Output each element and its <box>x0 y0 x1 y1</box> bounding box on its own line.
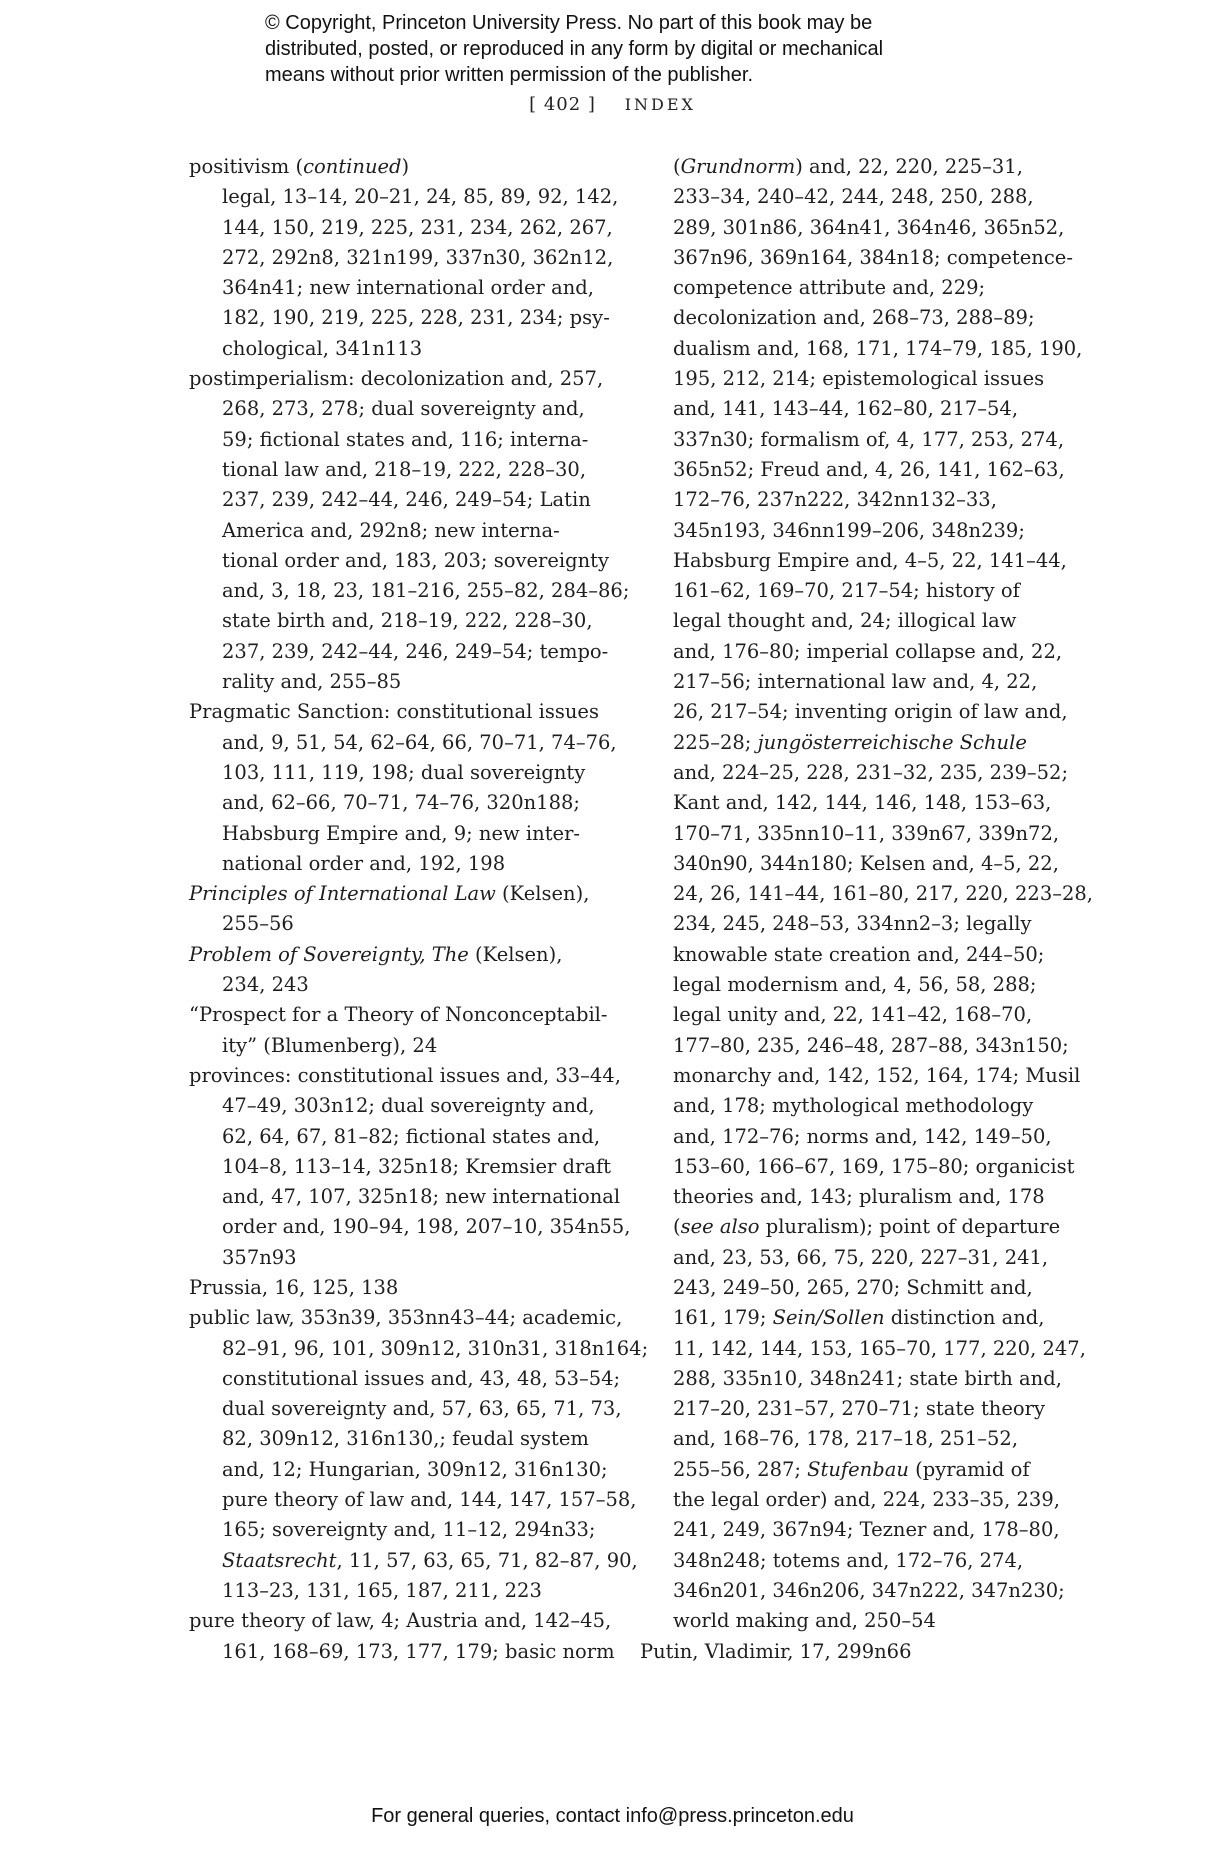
index-subline: pure theory of law and, 144, 147, 157–58, <box>222 1488 637 1512</box>
page-number: [ 402 ] <box>529 94 596 115</box>
index-subline: 345n193, 346nn199–206, 348n239; <box>673 518 1025 542</box>
index-subline: tional order and, 183, 203; sovereignty <box>222 548 610 572</box>
index-subline: (see also pluralism); point of departure <box>673 1215 1061 1239</box>
index-subline: 367n96, 369n164, 384n18; competence- <box>673 245 1073 269</box>
index-subline: 234, 245, 248–53, 334nn2–3; legally <box>673 912 1032 936</box>
index-subline: 82, 309n12, 316n130,; feudal system <box>222 1427 589 1451</box>
index-subline: 237, 239, 242–44, 246, 249–54; tempo- <box>222 639 609 663</box>
index-subline: 62, 64, 67, 81–82; fictional states and, <box>222 1124 601 1148</box>
index-subline: America and, 292n8; new interna- <box>222 518 560 542</box>
index-subline: 59; fictional states and, 116; interna- <box>222 427 589 451</box>
index-subline: knowable state creation and, 244–50; <box>673 942 1045 966</box>
index-subline: 234, 243 <box>222 973 309 997</box>
index-subline: Habsburg Empire and, 9; new inter- <box>222 821 580 845</box>
index-subline: 153–60, 166–67, 169, 175–80; organicist <box>673 1154 1075 1178</box>
index-subline: 144, 150, 219, 225, 231, 234, 262, 267, <box>222 215 613 239</box>
index-subline: (Grundnorm) and, 22, 220, 225–31, <box>673 155 1023 178</box>
index-subline: 337n30; formalism of, 4, 177, 253, 274, <box>673 427 1065 451</box>
index-subline: and, 12; Hungarian, 309n12, 316n130; <box>222 1457 608 1481</box>
index-subline: 364n41; new international order and, <box>222 276 594 300</box>
index-subline: constitutional issues and, 43, 48, 53–54; <box>222 1366 621 1390</box>
index-subline: and, 3, 18, 23, 181–216, 255–82, 284–86; <box>222 579 630 603</box>
index-subline: order and, 190–94, 198, 207–10, 354n55, <box>222 1215 631 1239</box>
index-subline: 348n248; totems and, 172–76, 274, <box>673 1548 1024 1572</box>
copyright-line: distributed, posted, or reproduced in any form by digital or mechanical <box>265 38 884 60</box>
index-subline: and, 47, 107, 325n18; new international <box>222 1185 621 1209</box>
index-subline: 255–56, 287; Stufenbau (pyramid of <box>673 1457 1030 1481</box>
index-subline: 233–34, 240–42, 244, 248, 250, 288, <box>673 185 1034 209</box>
index-subline: dualism and, 168, 171, 174–79, 185, 190, <box>673 336 1083 360</box>
index-subline: chological, 341n113 <box>222 336 423 360</box>
index-subline: 161, 179; Sein/Sollen distinction and, <box>673 1306 1045 1330</box>
index-subline: 241, 249, 367n94; Tezner and, 178–80, <box>673 1518 1060 1542</box>
index-subline: 272, 292n8, 321n199, 337n30, 362n12, <box>222 245 614 269</box>
index-subline: 103, 111, 119, 198; dual sovereignty <box>222 760 586 784</box>
index-subline: 340n90, 344n180; Kelsen and, 4–5, 22, <box>673 851 1059 875</box>
index-entry: Prussia, 16, 125, 138 <box>189 1275 399 1299</box>
index-subline: 182, 190, 219, 225, 228, 231, 234; psy- <box>222 306 610 330</box>
copyright-line: © Copyright, Princeton University Press. No part of this book may be <box>265 12 873 34</box>
running-header <box>0 94 1225 115</box>
index-subline: 288, 335n10, 348n241; state birth and, <box>673 1366 1062 1390</box>
index-subline: and, 178; mythological methodology <box>673 1094 1034 1118</box>
index-subline: 217–20, 231–57, 270–71; state theory <box>673 1397 1045 1421</box>
index-subline: rality and, 255–85 <box>222 670 402 694</box>
index-subline: and, 168–76, 178, 217–18, 251–52, <box>673 1427 1019 1451</box>
index-entry: postimperialism: decolonization and, 257, <box>189 367 604 391</box>
index-subline: 82–91, 96, 101, 309n12, 310n31, 318n164; <box>222 1336 649 1360</box>
index-subline: decolonization and, 268–73, 288–89; <box>673 306 1035 330</box>
index-entry: Putin, Vladimir, 17, 299n66 <box>640 1639 912 1663</box>
index-subline: state birth and, 218–19, 222, 228–30, <box>222 609 593 633</box>
index-subline: competence attribute and, 229; <box>673 276 986 300</box>
index-column-right <box>640 152 1093 1667</box>
index-subline: 268, 273, 278; dual sovereignty and, <box>222 397 585 421</box>
index-entry: Pragmatic Sanction: constitutional issues <box>189 700 599 724</box>
index-subline: Staatsrecht, 11, 57, 63, 65, 71, 82–87, 90, <box>222 1548 638 1572</box>
index-subline: legal unity and, 22, 141–42, 168–70, <box>673 1003 1033 1027</box>
index-subline: tional law and, 218–19, 222, 228–30, <box>222 457 587 481</box>
index-subline: 172–76, 237n222, 342nn132–33, <box>673 488 997 512</box>
index-subline: world making and, 250–54 <box>673 1609 936 1633</box>
index-entry: public law, 353n39, 353nn43–44; academic, <box>189 1306 623 1330</box>
index-subline: and, 176–80; imperial collapse and, 22, <box>673 639 1063 663</box>
index-subline: and, 172–76; norms and, 142, 149–50, <box>673 1124 1052 1148</box>
footer-contact: For general queries, contact info@press.princeton.edu <box>371 1805 854 1827</box>
index-subline: and, 141, 143–44, 162–80, 217–54, <box>673 397 1019 421</box>
index-subline: 47–49, 303n12; dual sovereignty and, <box>222 1094 595 1118</box>
index-column-left <box>189 152 649 1667</box>
index-subline: 365n52; Freud and, 4, 26, 141, 162–63, <box>673 457 1065 481</box>
index-subline: 237, 239, 242–44, 246, 249–54; Latin <box>222 488 591 512</box>
index-subline: dual sovereignty and, 57, 63, 65, 71, 73, <box>222 1397 622 1421</box>
index-subline: monarchy and, 142, 152, 164, 174; Musil <box>673 1063 1081 1087</box>
index-subline: 26, 217–54; inventing origin of law and, <box>673 700 1068 724</box>
index-subline: and, 23, 53, 66, 75, 220, 227–31, 241, <box>673 1245 1049 1269</box>
index-subline: 346n201, 346n206, 347n222, 347n230; <box>673 1578 1065 1602</box>
index-subline: 255–56 <box>222 912 294 936</box>
index-subline: 24, 26, 141–44, 161–80, 217, 220, 223–28, <box>673 882 1093 906</box>
index-subline: theories and, 143; pluralism and, 178 <box>673 1185 1045 1209</box>
index-subline: legal thought and, 24; illogical law <box>673 609 1017 633</box>
index-entry: Principles of International Law (Kelsen), <box>189 882 590 906</box>
index-entry: pure theory of law, 4; Austria and, 142–45, <box>189 1609 612 1633</box>
index-subline: and, 9, 51, 54, 62–64, 66, 70–71, 74–76, <box>222 730 617 754</box>
index-subline: ity” (Blumenberg), 24 <box>222 1033 438 1057</box>
index-subline: 289, 301n86, 364n41, 364n46, 365n52, <box>673 215 1065 239</box>
index-subline: 165; sovereignty and, 11–12, 294n33; <box>222 1518 596 1542</box>
index-subline: 195, 212, 214; epistemological issues <box>673 367 1045 391</box>
index-subline: legal modernism and, 4, 56, 58, 288; <box>673 973 1037 997</box>
index-subline: Habsburg Empire and, 4–5, 22, 141–44, <box>673 548 1067 572</box>
index-subline: 177–80, 235, 246–48, 287–88, 343n150; <box>673 1033 1069 1057</box>
section-title: INDEX <box>624 95 696 114</box>
index-subline: 161–62, 169–70, 217–54; history of <box>673 579 1020 603</box>
index-entry: positivism (continued) <box>189 155 410 178</box>
index-subline: the legal order) and, 224, 233–35, 239, <box>673 1488 1060 1512</box>
index-subline: legal, 13–14, 20–21, 24, 85, 89, 92, 142, <box>222 185 619 209</box>
copyright-line: means without prior written permission of the publisher. <box>265 64 754 86</box>
index-subline: 113–23, 131, 165, 187, 211, 223 <box>222 1578 542 1602</box>
index-subline: 11, 142, 144, 153, 165–70, 177, 220, 247, <box>673 1336 1086 1360</box>
index-subline: Kant and, 142, 144, 146, 148, 153–63, <box>673 791 1052 815</box>
index-entry: “Prospect for a Theory of Nonconceptabil- <box>189 1003 608 1027</box>
index-subline: 357n93 <box>222 1245 297 1269</box>
index-subline: 170–71, 335nn10–11, 339n67, 339n72, <box>673 821 1060 845</box>
index-subline: national order and, 192, 198 <box>222 851 506 875</box>
index-subline: and, 62–66, 70–71, 74–76, 320n188; <box>222 791 580 815</box>
index-entry: provinces: constitutional issues and, 33–44, <box>189 1063 621 1087</box>
copyright-notice <box>265 10 1025 88</box>
index-subline: 225–28; jungösterreichische Schule <box>673 730 1027 754</box>
index-subline: 161, 168–69, 173, 177, 179; basic norm <box>222 1639 615 1663</box>
index-subline: 217–56; international law and, 4, 22, <box>673 670 1038 694</box>
index-subline: 243, 249–50, 265, 270; Schmitt and, <box>673 1275 1033 1299</box>
index-subline: 104–8, 113–14, 325n18; Kremsier draft <box>222 1154 612 1178</box>
index-subline: and, 224–25, 228, 231–32, 235, 239–52; <box>673 760 1069 784</box>
index-entry: Problem of Sovereignty, The (Kelsen), <box>189 942 563 966</box>
